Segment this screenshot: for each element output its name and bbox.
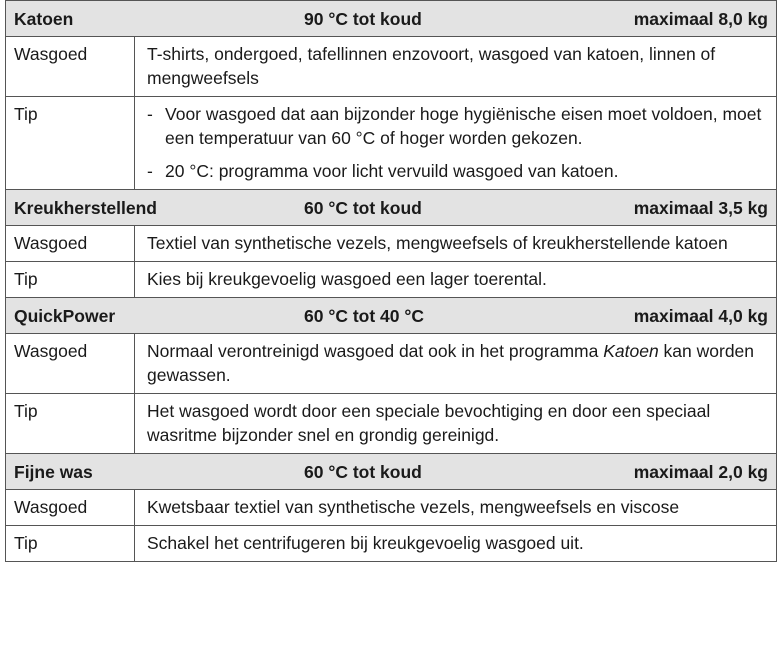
tip-text: 20 °C: programma voor licht vervuild wasgoed van katoen. [165, 161, 619, 181]
table-row [6, 226, 777, 262]
wasgoed-label: Wasgoed [6, 226, 135, 262]
tip-value: Kies bij kreukgevoelig wasgoed een lager toerental. [135, 262, 777, 298]
program-name: Fijne was [14, 461, 93, 482]
tip-value: Het wasgoed wordt door een speciale bevochtiging en door een speciaal wasritme bijzonder snel en grondig gereinigd. [135, 394, 777, 454]
tip-value: Schakel het centrifugeren bij kreukgevoelig wasgoed uit. [135, 526, 777, 562]
table-row [6, 37, 777, 97]
tip-label: Tip [6, 526, 135, 562]
dash-bullet: - [147, 161, 153, 181]
program-header-fijne-was [6, 454, 777, 490]
table-row [6, 526, 777, 562]
program-load: maximaal 4,0 kg [633, 305, 768, 326]
wasgoed-text: Normaal verontreinigd wasgoed dat ook in het programma [147, 341, 604, 361]
tip-list-item [147, 102, 768, 150]
table-row [6, 394, 777, 454]
wasgoed-label: Wasgoed [6, 37, 135, 97]
wasgoed-value: Textiel van synthetische vezels, mengweefsels of kreukherstellende katoen [135, 226, 777, 262]
program-temperature: 90 °C tot koud [304, 8, 422, 29]
program-name: Katoen [14, 8, 74, 29]
table-row [6, 490, 777, 526]
tip-text: Voor wasgoed dat aan bijzonder hoge hygiënische eisen moet voldoen, moet een temperatuur van 60 °C of hoger worden gekozen. [165, 104, 762, 148]
program-temperature: 60 °C tot 40 °C [304, 305, 424, 326]
program-name: Kreukherstellend [14, 197, 157, 218]
table-row [6, 262, 777, 298]
tip-label: Tip [6, 97, 135, 190]
program-header-quickpower [6, 298, 777, 334]
program-temperature: 60 °C tot koud [304, 461, 422, 482]
wasgoed-label: Wasgoed [6, 334, 135, 394]
wasgoed-text: kan worden gewassen. [147, 341, 755, 385]
program-name: QuickPower [14, 305, 116, 326]
program-table [5, 0, 777, 562]
wasgoed-value: T-shirts, ondergoed, tafellinnen enzovoort, wasgoed van katoen, linnen of mengweefsels [135, 37, 777, 97]
program-load: maximaal 3,5 kg [633, 197, 768, 218]
tip-list [135, 97, 777, 190]
program-header-katoen [6, 1, 777, 37]
table-row [6, 97, 777, 190]
wasgoed-value: Kwetsbaar textiel van synthetische vezels, mengweefsels en viscose [135, 490, 777, 526]
dash-bullet: - [147, 104, 153, 124]
program-temperature: 60 °C tot koud [304, 197, 422, 218]
table-row [6, 334, 777, 394]
wasgoed-value [135, 334, 777, 394]
tip-label: Tip [6, 394, 135, 454]
tip-list-item [147, 159, 768, 183]
program-reference: Katoen [603, 341, 659, 361]
program-load: maximaal 2,0 kg [633, 461, 768, 482]
tip-label: Tip [6, 262, 135, 298]
program-load: maximaal 8,0 kg [633, 8, 768, 29]
program-header-kreukherstellend [6, 190, 777, 226]
wasgoed-label: Wasgoed [6, 490, 135, 526]
